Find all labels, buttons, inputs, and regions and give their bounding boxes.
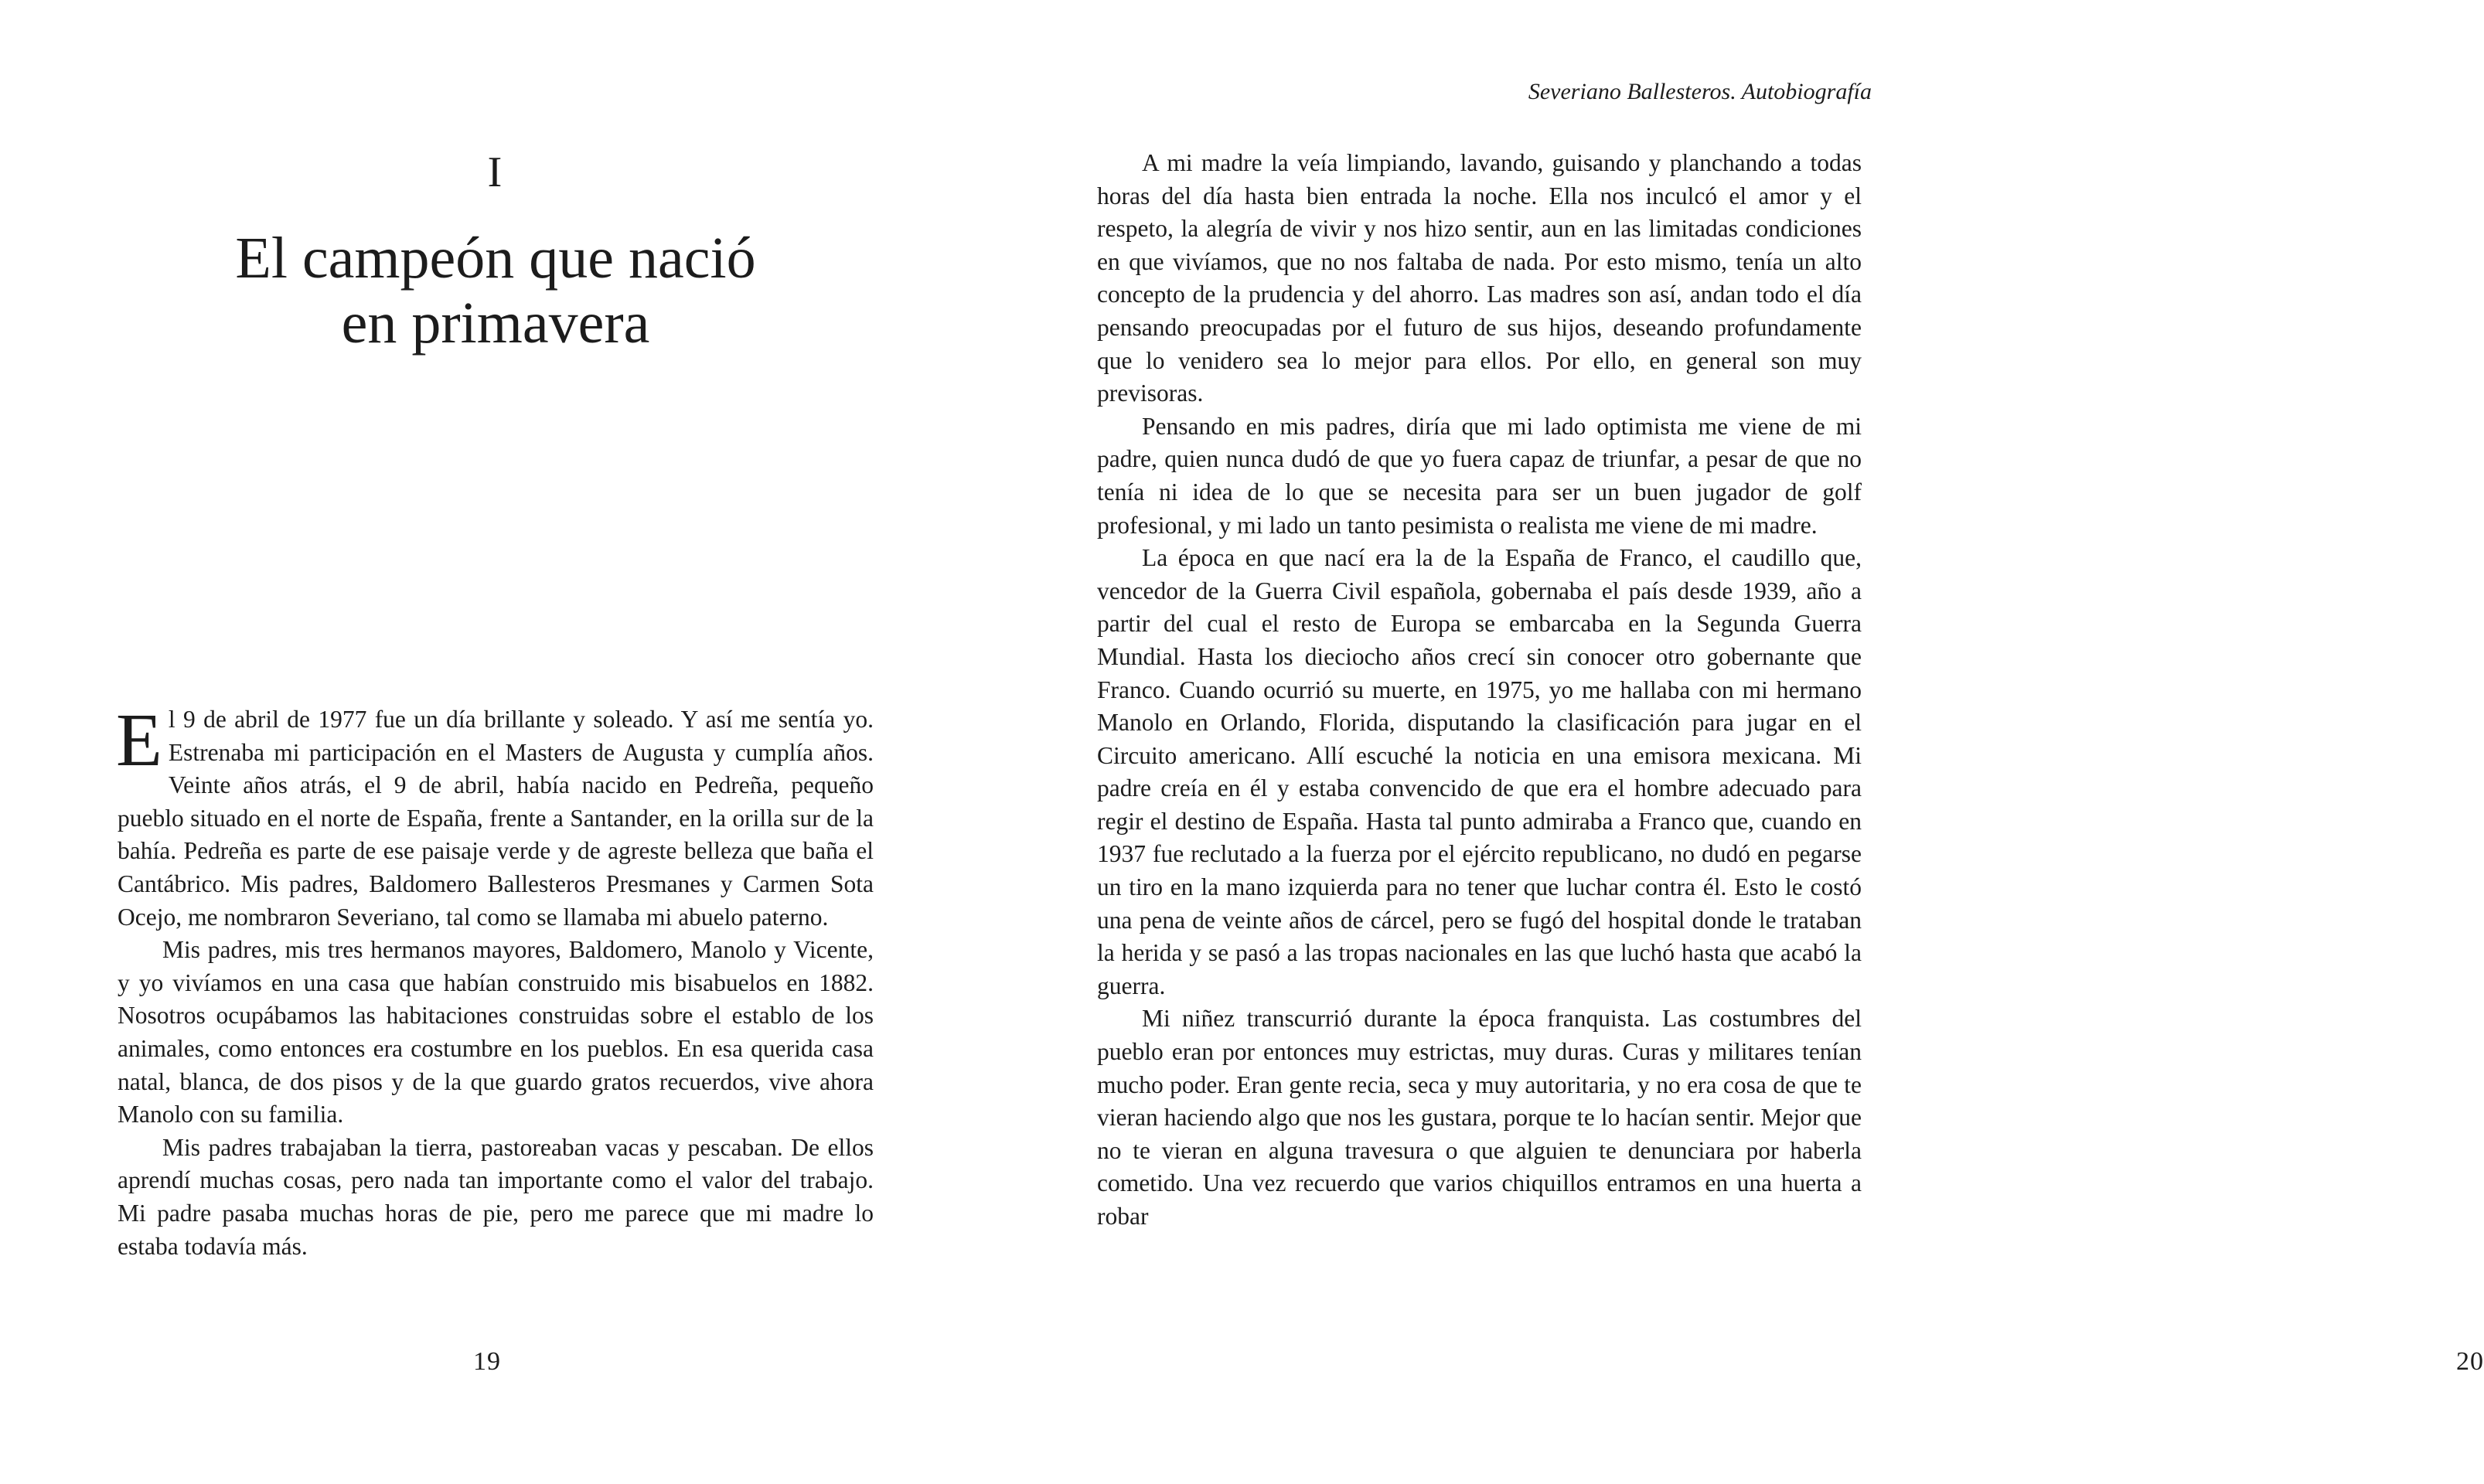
chapter-title xyxy=(118,226,874,356)
left-page xyxy=(0,0,990,1484)
right-page-body xyxy=(1097,147,1862,1234)
paragraph xyxy=(116,699,874,934)
running-head: Severiano Ballesteros. Autobiografía xyxy=(1528,79,1872,104)
page-number: 20 xyxy=(2456,1347,2484,1376)
paragraph: Pensando en mis padres, diría que mi lado optimista me viene de mi padre, quien nunca dudó de que yo fuera capaz de triunfar, a pesar de que no tenía ni idea de lo que se necesita para ser un buen jugador de golf profesional, y mi lado un tanto pesimista o realista me viene de mi madre. xyxy=(1097,412,1862,539)
paragraph-text: l 9 de abril de 1977 fue un día brillante y soleado. Y así me sentía yo. Estrenaba mi participación en el Masters de Augusta y cumplía años. Veinte años atrás, el 9 de abril, había nacido en Pedreña, pequeño pueblo situado en el norte de España, frente a Santander, en la orilla sur de la bahía. Pedreña es parte de ese paisaje verde y de agreste belleza que baña el Cantábrico. Mis padres, Baldomero Ballesteros Presmanes y Carmen Sota Ocejo, me nombraron Severiano, tal como se llamaba mi abuelo paterno. xyxy=(118,706,874,931)
paragraph: La época en que nací era la de la España de Franco, el caudillo que, vencedor de la Guerra Civil española, gobernaba el país desde 1939, año a partir del cual el resto de Europa se embarcaba en la Segunda Guerra Mundial. Hasta los dieciocho años crecí sin conocer otro gobernante que Franco. Cuando ocurrió su muerte, en 1975, yo me hallaba con mi hermano Manolo en Orlando, Florida, disputando la clasificación para jugar en el Circuito americano. Allí escuché la noticia en una emisora mexicana. Mi padre creía en él y estaba convencido de que era el hombre adecuado para regir el destino de España. Hasta tal punto admiraba a Franco que, cuando en 1937 fue reclutado a la fuerza por el ejército republicano, no dudó en pegarse un tiro en la mano izquierda para no tener que luchar contra él. Esto le costó una pena de veinte años de cárcel, pero se fugó del hospital donde le trataban la herida y se pasó a las tropas nacionales en las que luchó hasta que acabó la guerra. xyxy=(1097,544,1862,999)
paragraph: Mis padres trabajaban la tierra, pastoreaban vacas y pescaban. De ellos aprendí muchas cosas, pero nada tan importante como el valor del trabajo. Mi padre pasaba muchas horas de pie, pero me parece que mi madre lo estaba todavía más. xyxy=(118,1133,874,1260)
paragraph: Mis padres, mis tres hermanos mayores, Baldomero, Manolo y Vicente, y yo vivíamos en una casa que habían construido mis bisabuelos en 1882. Nosotros ocupábamos las habitaciones construidas sobre el establo de los animales, como entonces era costumbre en los pueblos. En esa querida casa natal, blanca, de dos pisos y de la que guardo gratos recuerdos, vive ahora Manolo con su familia. xyxy=(118,936,874,1128)
left-page-body xyxy=(116,699,874,1263)
drop-cap: E xyxy=(116,699,162,782)
paragraph: A mi madre la veía limpiando, lavando, guisando y planchando a todas horas del día hasta bien entrada la noche. Ella nos inculcó el amor y el respeto, la alegría de vivir y nos hizo sentir, aun en las limitadas condiciones en que vivíamos, que no nos faltaba de nada. Por esto mismo, tenía un alto concepto de la prudencia y del ahorro. Las madres son así, andan todo el día pensando preocupadas por el futuro de sus hijos, deseando profundamente que lo venidero sea lo mejor para ellos. Por ello, en general son muy previsoras. xyxy=(1097,149,1862,407)
page-number: 19 xyxy=(473,1347,501,1376)
chapter-number: I xyxy=(487,148,504,196)
chapter-title-line-1: El campeón que nació xyxy=(235,226,756,291)
chapter-title-line-2: en primavera xyxy=(341,291,650,356)
right-page xyxy=(990,0,2484,1484)
paragraph: Mi niñez transcurrió durante la época franquista. Las costumbres del pueblo eran por entonces muy estrictas, muy duras. Curas y militares tenían mucho poder. Eran gente recia, seca y muy autoritaria, y no era cosa de que te vieran haciendo algo que nos les gustara, porque te lo hacían sentir. Mejor que no te vieran en alguna travesura o que alguien te denunciara por haberla cometido. Una vez recuerdo que varios chiquillos entramos en una huerta a robar xyxy=(1097,1005,1862,1230)
